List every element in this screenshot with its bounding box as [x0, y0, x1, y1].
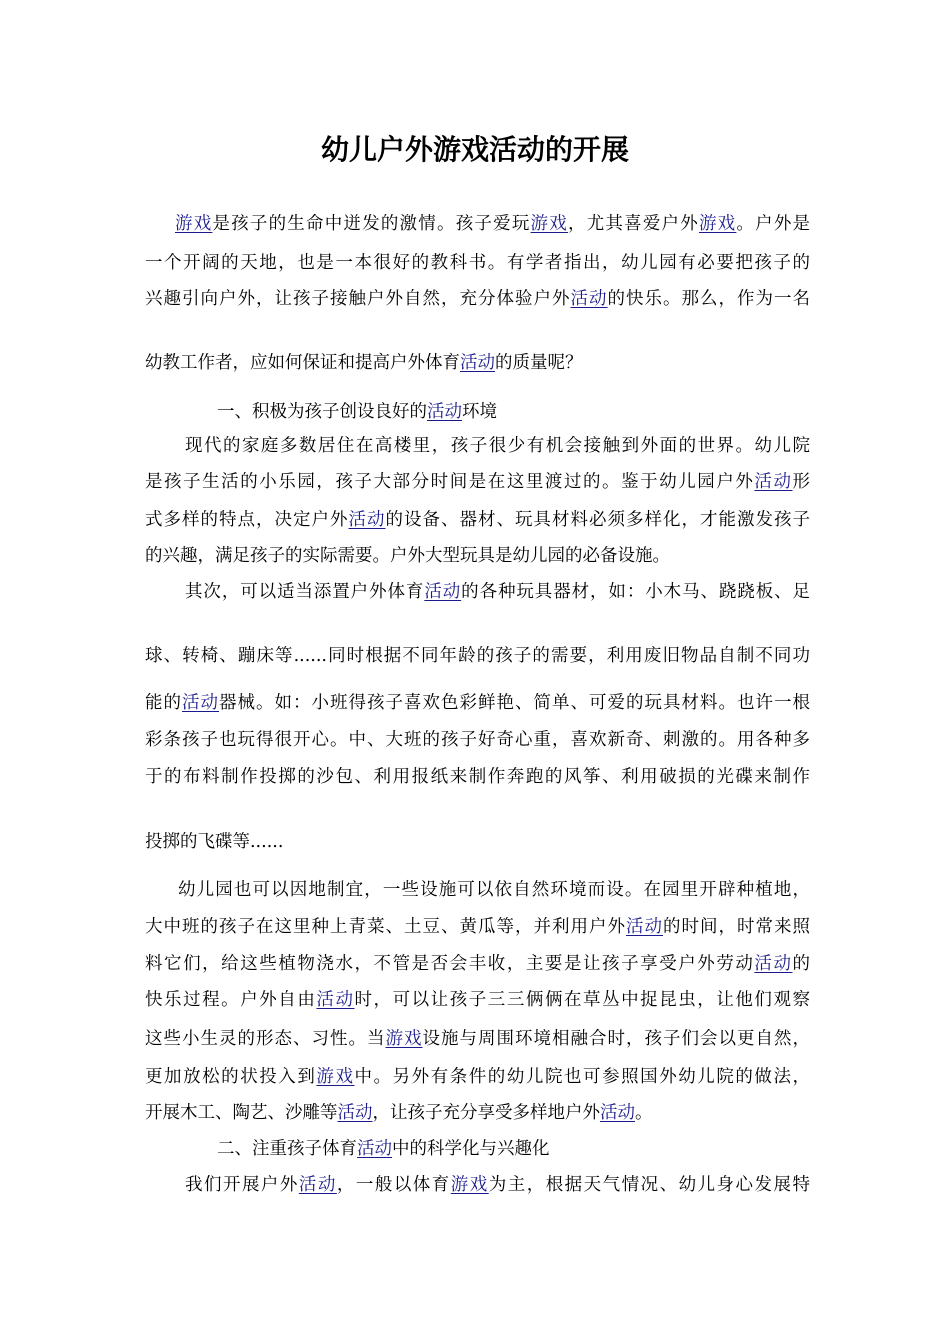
keyword-link[interactable]: 活动 [298, 1175, 337, 1195]
text-run: 。 [635, 1103, 653, 1123]
keyword-link[interactable]: 活动 [600, 1103, 635, 1123]
text-run: 是孩子的生命中迸发的激情。孩子爱玩 [212, 214, 531, 234]
text-run: 其次，可以适当添置户外体育 [185, 582, 425, 602]
text-line [145, 765, 810, 789]
text-run: 能的 [145, 693, 182, 713]
keyword-link[interactable]: 活动 [754, 954, 793, 974]
text-run: 是孩子生活的小乐园，孩子大部分时间是在这里渡过的。鉴于幼儿园户外 [145, 472, 755, 492]
keyword-link[interactable]: 活动 [357, 1139, 392, 1159]
text-run: 球、转椅、蹦床等......同时根据不同年龄的孩子的需要，利用废旧物品自制不同功 [145, 646, 810, 666]
text-run: 环境 [462, 402, 497, 422]
text-run: 的质量呢？ [495, 353, 583, 373]
keyword-link[interactable]: 活动 [754, 472, 793, 492]
text-line [145, 830, 810, 854]
text-line [145, 691, 810, 715]
text-run: 大中班的孩子在这里种上青菜、土豆、黄瓜等，并利用户外 [145, 917, 626, 937]
text-run: 的兴趣，满足孩子的实际需要。户外大型玩具是幼儿园的必备设施。 [145, 546, 670, 566]
text-run: 的设备、器材、玩具材料必须多样化，才能激发孩子 [385, 510, 810, 530]
document-title: 幼儿户外游戏活动的开展 [320, 133, 629, 166]
keyword-link[interactable]: 游戏 [175, 214, 213, 234]
keyword-link[interactable]: 活动 [424, 582, 462, 602]
text-line [145, 644, 810, 668]
keyword-link[interactable]: 活动 [182, 693, 219, 713]
text-run: 现代的家庭多数居住在高楼里，孩子很少有机会接触到外面的世界。幼儿院 [185, 436, 810, 456]
text-run: ，一般以体育 [336, 1175, 451, 1195]
text-run: 形 [792, 472, 811, 492]
text-run: 投掷的飞碟等...... [145, 832, 284, 852]
text-run: 的 [792, 954, 811, 974]
text-line [145, 988, 810, 1012]
keyword-link[interactable]: 活动 [626, 917, 663, 937]
text-line [145, 1065, 810, 1089]
text-run: 幼儿园也可以因地制宜，一些设施可以依自然环境而设。在园里开辟种植地， [178, 880, 810, 900]
text-line [145, 952, 810, 976]
text-run: ，尤其喜爱户外 [567, 214, 699, 234]
text-run: 更加放松的状投入到 [145, 1067, 317, 1087]
text-run: 式多样的特点，决定户外 [145, 510, 349, 530]
keyword-link[interactable]: 活动 [316, 990, 355, 1010]
text-line [178, 878, 810, 902]
text-run: 。户外是 [736, 214, 811, 234]
keyword-link[interactable]: 游戏 [385, 1029, 423, 1049]
text-run: ，让孩子充分享受多样地户外 [372, 1103, 600, 1123]
text-run: 兴趣引向户外，让孩子接触户外自然，充分体验户外 [145, 289, 571, 309]
text-run: 时，可以让孩子三三俩俩在草丛中捉昆虫，让他们观察 [354, 990, 811, 1010]
keyword-link[interactable]: 活动 [348, 510, 386, 530]
text-line [145, 1101, 810, 1125]
text-run: 器械。如：小班得孩子喜欢色彩鲜艳、简单、可爱的玩具材料。也许一根 [219, 693, 810, 713]
text-run: 快乐过程。户外自由 [145, 990, 317, 1010]
text-line [145, 251, 810, 275]
keyword-link[interactable]: 游戏 [698, 214, 737, 234]
text-line [145, 470, 810, 494]
keyword-link[interactable]: 活动 [570, 289, 608, 309]
text-line [145, 728, 810, 752]
text-run: 的时间，时常来照 [663, 917, 810, 937]
text-line [145, 544, 810, 568]
text-run: 幼教工作者，应如何保证和提高户外体育 [145, 353, 460, 373]
text-run: 中。另外有条件的幼儿院也可参照国外幼儿院的做法， [354, 1067, 811, 1087]
text-run: 我们开展户外 [185, 1175, 299, 1195]
text-run: 二、注重孩子体育 [217, 1139, 357, 1159]
text-run: 于的布料制作投掷的沙包、利用报纸来制作奔跑的风筝、利用破损的光碟来制作 [145, 767, 810, 787]
text-run: 一、积极为孩子创设良好的 [217, 402, 427, 422]
text-run: 这些小生灵的形态、习性。当 [145, 1029, 386, 1049]
text-line [145, 351, 810, 375]
keyword-link[interactable]: 游戏 [450, 1175, 489, 1195]
text-run: 中的科学化与兴趣化 [392, 1139, 550, 1159]
keyword-link[interactable]: 活动 [337, 1103, 373, 1123]
text-run: 的各种玩具器材，如：小木马、跷跷板、足 [461, 582, 811, 602]
text-run: 料它们，给这些植物浇水，不管是否会丰收，主要是让孩子享受户外劳动 [145, 954, 755, 974]
text-run: 开展木工、陶艺、沙雕等 [145, 1103, 338, 1123]
text-run: 设施与周围环境相融合时，孩子们会以更自然， [422, 1029, 810, 1049]
text-line [145, 287, 810, 311]
text-line [217, 400, 810, 424]
text-line [145, 915, 810, 939]
keyword-link[interactable]: 游戏 [316, 1067, 355, 1087]
text-run: 为主，根据天气情况、幼儿身心发展特 [488, 1175, 810, 1195]
text-line [175, 212, 810, 236]
text-run: 彩条孩子也玩得很开心。中、大班的孩子好奇心重，喜欢新奇、刺激的。用各种多 [145, 730, 810, 750]
keyword-link[interactable]: 游戏 [530, 214, 568, 234]
text-run: 的快乐。那么，作为一名 [607, 289, 810, 309]
text-line [145, 508, 810, 532]
keyword-link[interactable]: 活动 [460, 353, 495, 373]
text-line [145, 1027, 810, 1051]
text-run: 一个开阔的天地，也是一本很好的教科书。有学者指出，幼儿园有必要把孩子的 [145, 253, 810, 273]
text-line [185, 1173, 810, 1197]
text-line [185, 580, 810, 604]
text-line [185, 434, 810, 458]
text-line [217, 1137, 810, 1161]
keyword-link[interactable]: 活动 [427, 402, 462, 422]
